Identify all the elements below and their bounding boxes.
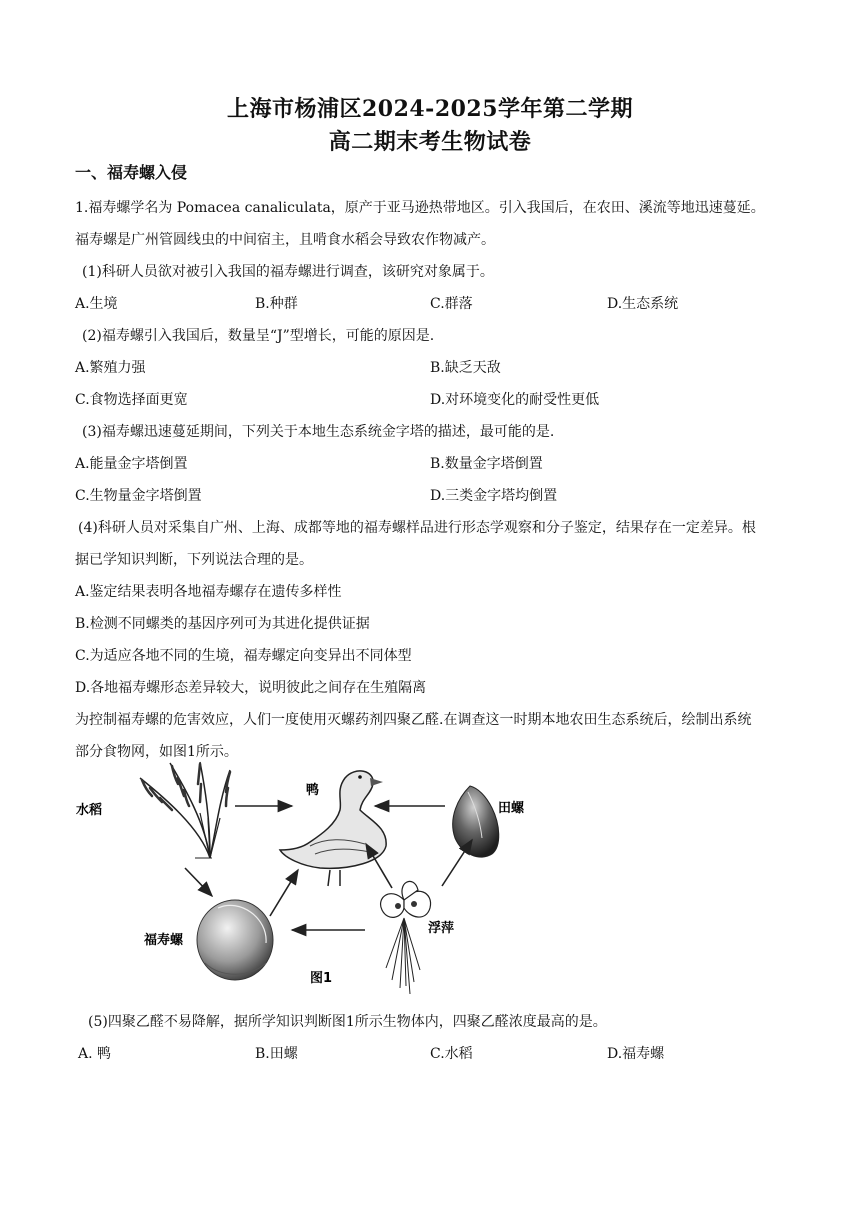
q4-stem-line2: 据已学知识判断，下列说法合理的是。	[75, 552, 313, 568]
q3-option-c: C.生物量金字塔倒置	[75, 488, 202, 504]
q4-option-c: C.为适应各地不同的生境，福寿螺定向变异出不同体型	[75, 648, 412, 664]
q3-stem: (3)福寿螺迅速蔓延期间，下列关于本地生态系统金字塔的描述，最可能的是.	[82, 424, 555, 440]
question-intro-line1: 1.福寿螺学名为 Pomacea canaliculata，原产于亚马逊热带地区。引入我国后，在农田、溪流等地迅速蔓延。	[75, 200, 765, 216]
q3-option-b: B.数量金字塔倒置	[430, 456, 543, 472]
exam-title-line2: 高二期末考生物试卷	[328, 129, 532, 155]
duck-icon	[280, 771, 386, 886]
q5-stem: (5)四聚乙醛不易降解，据所学知识判断图1所示生物体内，四聚乙醛浓度最高的是。	[88, 1014, 607, 1030]
q4-option-b: B.检测不同螺类的基因序列可为其进化提供证据	[75, 616, 370, 632]
q3-option-a: A.能量金字塔倒置	[75, 456, 188, 472]
q2-option-b: B.缺乏天敌	[430, 360, 501, 376]
q2-stem: (2)福寿螺引入我国后，数量呈“J”型增长，可能的原因是.	[82, 328, 435, 344]
context-line1: 为控制福寿螺的危害效应，人们一度使用灭螺药剂四聚乙醛.在调查这一时期本地农田生态系统后，绘制出系统	[75, 712, 752, 728]
q1-option-b: B.种群	[255, 296, 298, 312]
q1-option-c: C.群落	[430, 296, 473, 312]
label-apple-snail: 福寿螺	[144, 933, 184, 948]
label-duckweed: 浮萍	[428, 921, 455, 936]
food-web-figure	[70, 758, 570, 998]
q4-option-d: D.各地福寿螺形态差异较大，说明彼此之间存在生殖隔离	[75, 680, 427, 696]
q1-option-a: A.生境	[75, 296, 118, 312]
q5-option-b: B.田螺	[255, 1046, 298, 1062]
figure-caption: 图1	[310, 971, 333, 986]
q1-stem: (1)科研人员欲对被引入我国的福寿螺进行调查，该研究对象属于。	[82, 264, 494, 280]
apple-snail-icon	[197, 900, 273, 980]
q5-option-d: D.福寿螺	[607, 1046, 665, 1062]
q4-option-a: A.鉴定结果表明各地福寿螺存在遗传多样性	[75, 584, 342, 600]
context-line2: 部分食物网，如图1所示。	[75, 744, 238, 760]
q2-option-d: D.对环境变化的耐受性更低	[430, 392, 600, 408]
q2-option-a: A.繁殖力强	[75, 360, 146, 376]
q2-option-c: C.食物选择面更宽	[75, 392, 188, 408]
label-duck: 鸭	[306, 783, 320, 798]
q5-option-a: A. 鸭	[78, 1046, 112, 1062]
q1-option-d: D.生态系统	[607, 296, 679, 312]
field-snail-icon	[453, 786, 499, 857]
q5-option-c: C.水稻	[430, 1046, 473, 1062]
rice-plant-icon	[140, 762, 230, 858]
question-intro-line2: 福寿螺是广州管圆线虫的中间宿主，且啃食水稻会导致农作物减产。	[75, 232, 495, 248]
duckweed-icon	[381, 881, 431, 994]
q4-stem-line1: (4)科研人员对采集自广州、上海、成都等地的福寿螺样品进行形态学观察和分子鉴定，结果存在一定差异。根	[78, 520, 756, 536]
q3-option-d: D.三类金字塔均倒置	[430, 488, 558, 504]
exam-title-line1: 上海市杨浦区2024-2025学年第二学期	[226, 96, 634, 122]
label-field-snail: 田螺	[498, 801, 525, 816]
section-heading: 一、福寿螺入侵	[75, 163, 188, 182]
label-rice: 水稻	[76, 803, 103, 818]
